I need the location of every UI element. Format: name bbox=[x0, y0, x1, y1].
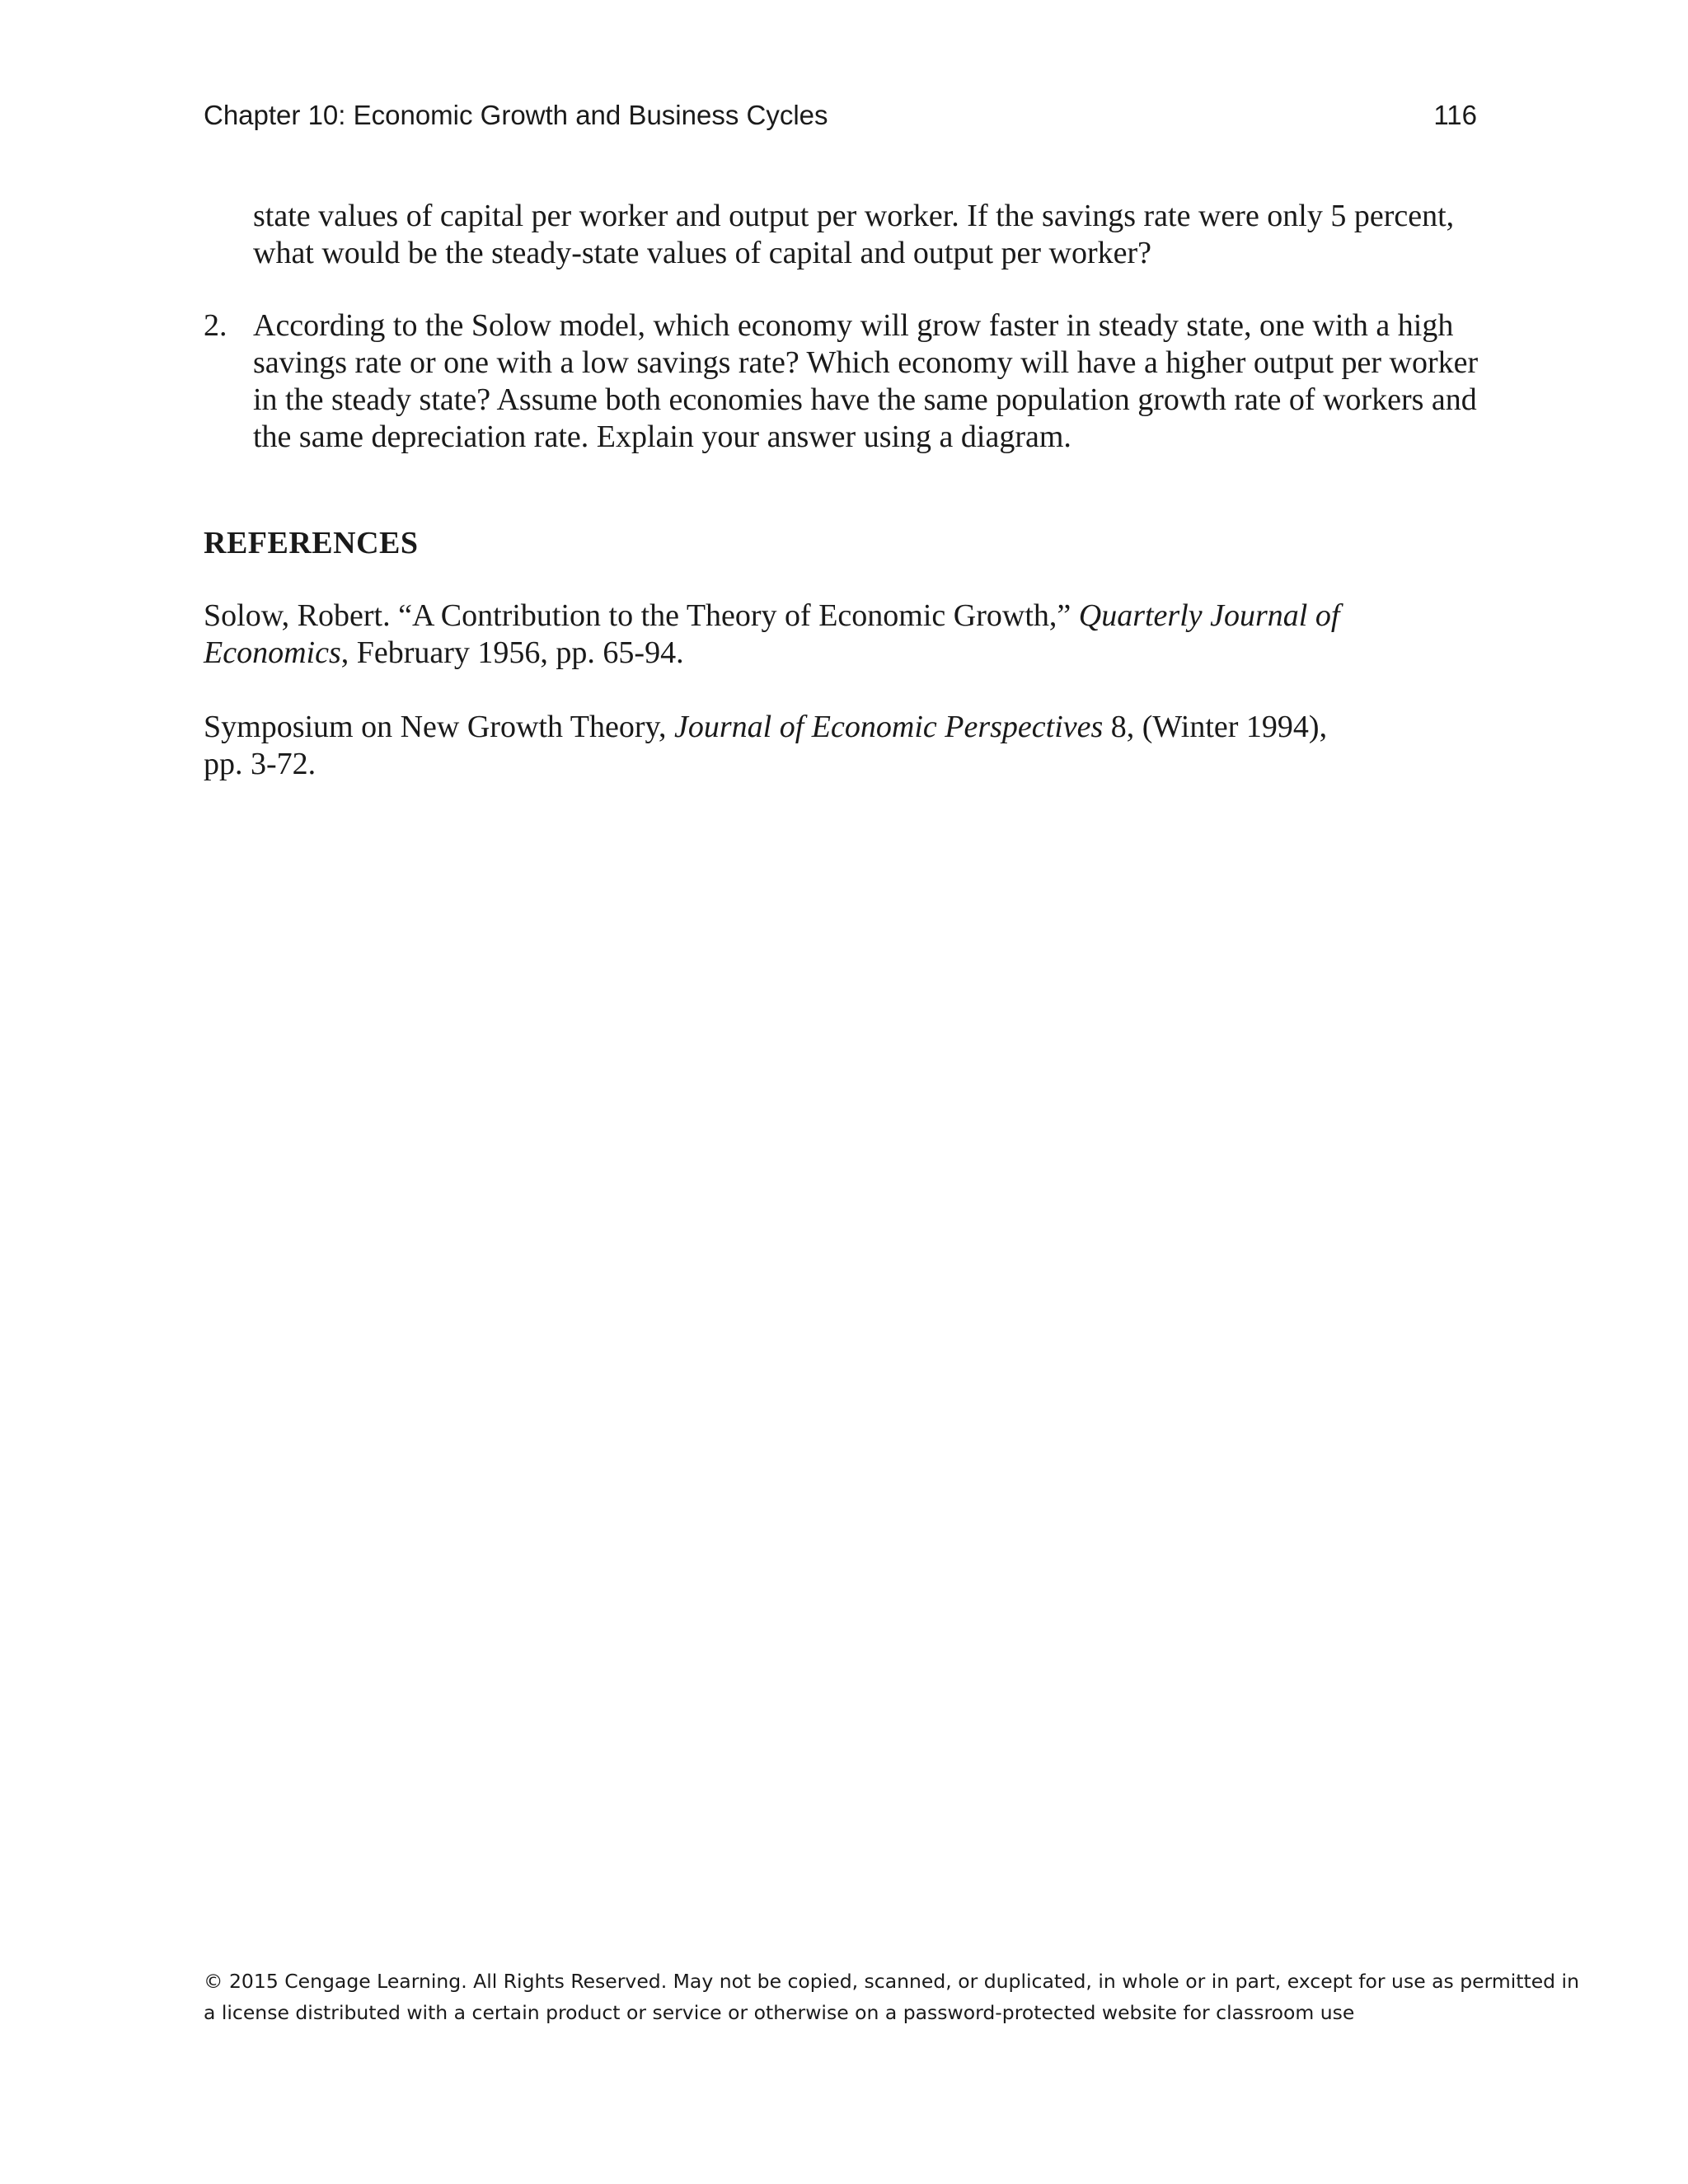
reference-item bbox=[204, 598, 1489, 672]
reference-citation-details: , February 1956, pp. 65-94. bbox=[340, 635, 684, 670]
continued-question-text: state values of capital per worker and output per worker. If the savings rate were only 5 percent, what would be the steady-state values of capital and output per worker? bbox=[253, 199, 1455, 270]
reference-citation-pages: pp. 3-72. bbox=[204, 747, 316, 781]
chapter-title: Chapter 10: Economic Growth and Business Cycles bbox=[204, 100, 828, 130]
reference-journal-title: Journal of Economic Perspectives bbox=[674, 710, 1104, 744]
reference-citation-details: 8, (Winter 1994), bbox=[1103, 710, 1328, 744]
copyright-line-1: © 2015 Cengage Learning. All Rights Reserved. May not be copied, scanned, or duplicated, in whole or in part, except for use as permitted in bbox=[204, 1970, 1579, 1993]
copyright-line-2: a license distributed with a certain product or service or otherwise on a password-protected website for classroom use bbox=[204, 2001, 1355, 2024]
reference-citation: Solow, Robert. “A Contribution to the Theory of Economic Growth,” bbox=[204, 598, 1079, 633]
reference-item bbox=[204, 709, 1489, 783]
reference-citation: Symposium on New Growth Theory, bbox=[204, 710, 675, 744]
question-text: According to the Solow model, which economy will grow faster in steady state, one with a high savings rate or one with a low savings rate? Which economy will have a higher output per worker in the steady state? Assume both economies have the same population growth rate of workers and the same depreciation rate. Explain your answer using a diagram. bbox=[253, 308, 1479, 454]
question-item bbox=[204, 307, 1489, 456]
page-number: 116 bbox=[1433, 100, 1477, 130]
reference-journal-title: Quarterly Journal of Economics bbox=[204, 598, 1340, 670]
running-header bbox=[204, 97, 1477, 134]
copyright-footer bbox=[204, 1966, 1579, 2028]
question-number: 2. bbox=[204, 308, 227, 343]
references-heading: REFERENCES bbox=[204, 526, 419, 560]
